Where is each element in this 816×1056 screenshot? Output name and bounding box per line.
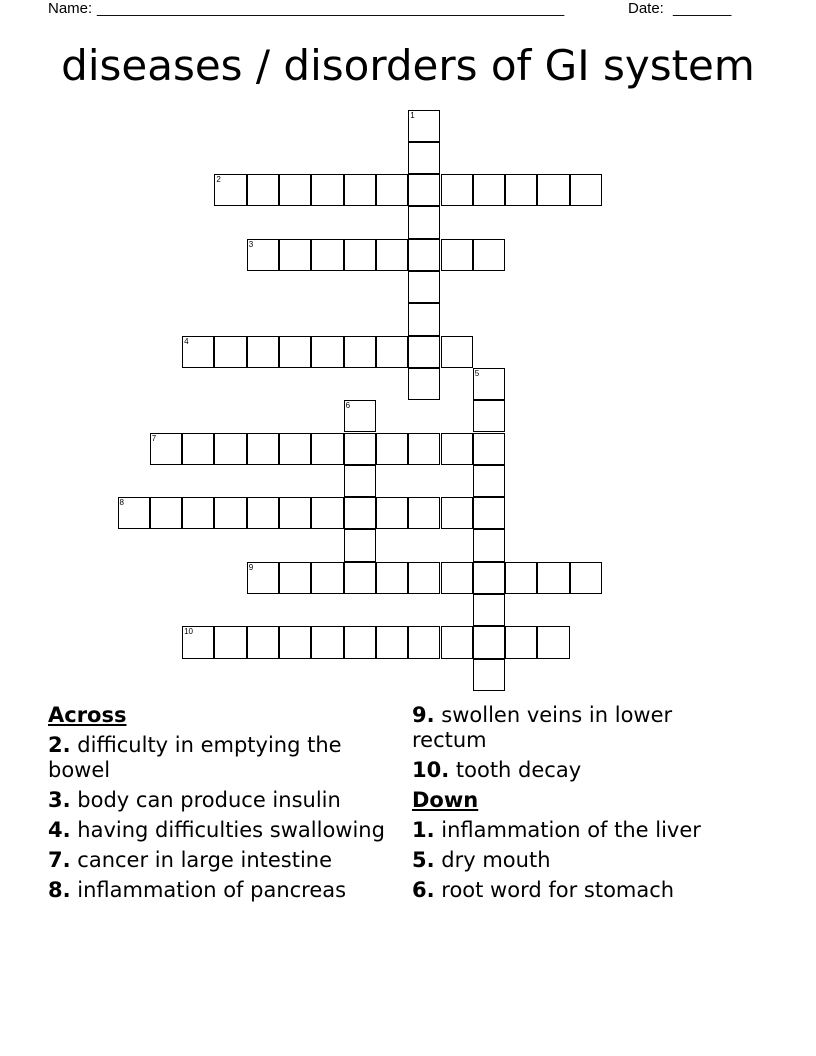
grid-cell[interactable]: [279, 174, 311, 206]
grid-cell[interactable]: [408, 497, 440, 529]
clue-number: 7.: [48, 848, 71, 872]
clue-text: body can produce insulin: [77, 788, 341, 812]
grid-cell[interactable]: [408, 626, 440, 658]
clue-text: having difficulties swallowing: [77, 818, 385, 842]
grid-cell[interactable]: [408, 206, 440, 238]
clue-number: 8.: [48, 878, 71, 902]
grid-cell[interactable]: [473, 497, 505, 529]
grid-cell[interactable]: [473, 659, 505, 691]
clue-number: 10.: [412, 758, 450, 782]
grid-cell[interactable]: [311, 562, 343, 594]
grid-cell[interactable]: [505, 174, 537, 206]
grid-cell[interactable]: [376, 626, 408, 658]
across-heading: Across: [48, 703, 127, 727]
grid-cell[interactable]: [311, 336, 343, 368]
grid-cell[interactable]: [473, 433, 505, 465]
clue-text: swollen veins in lower rectum: [412, 703, 673, 752]
cell-number: 2: [216, 175, 221, 185]
cell-number: 8: [119, 498, 124, 508]
grid-cell[interactable]: [182, 336, 214, 368]
grid-cell[interactable]: [376, 174, 408, 206]
grid-cell[interactable]: [214, 497, 246, 529]
grid-cell[interactable]: [279, 433, 311, 465]
clue-across-9: [412, 703, 752, 753]
clue-text: inflammation of pancreas: [77, 878, 347, 902]
clue-number: 6.: [412, 878, 435, 902]
cell-number: 5: [474, 368, 480, 378]
grid-cell[interactable]: [118, 497, 150, 529]
grid-cell[interactable]: [473, 562, 505, 594]
cell-number: 10: [184, 627, 193, 637]
grid-cell[interactable]: [279, 562, 311, 594]
grid-cell[interactable]: [473, 529, 505, 561]
grid-cell[interactable]: [344, 529, 376, 561]
grid-cell[interactable]: [214, 174, 246, 206]
grid-cell[interactable]: [182, 497, 214, 529]
grid-cell[interactable]: [473, 594, 505, 626]
grid-cell[interactable]: [408, 303, 440, 335]
grid-cell[interactable]: [344, 400, 376, 432]
page-title: diseases / disorders of GI system: [61, 41, 755, 90]
grid-cell[interactable]: [344, 433, 376, 465]
grid-cell[interactable]: [247, 497, 279, 529]
grid-cell[interactable]: [473, 239, 505, 271]
clue-text: cancer in large intestine: [77, 848, 333, 872]
grid-cell[interactable]: [376, 239, 408, 271]
clue-number: 2.: [48, 733, 71, 757]
cell-number: 4: [184, 336, 189, 346]
grid-cell[interactable]: [408, 271, 440, 303]
grid-cell[interactable]: [279, 336, 311, 368]
clue-text: dry mouth: [441, 848, 551, 872]
grid-cell[interactable]: [408, 433, 440, 465]
grid-cell[interactable]: [408, 336, 440, 368]
clue-text: difficulty in emptying the bowel: [48, 733, 342, 782]
grid-cell[interactable]: [570, 562, 602, 594]
grid-cell[interactable]: [441, 433, 473, 465]
grid-cell[interactable]: [473, 465, 505, 497]
grid-cell[interactable]: [441, 626, 473, 658]
grid-cell[interactable]: [408, 174, 440, 206]
grid-cell[interactable]: [279, 626, 311, 658]
cell-number: 3: [248, 239, 254, 249]
date-field[interactable]: _______: [673, 0, 732, 17]
grid-cell[interactable]: [311, 626, 343, 658]
clue-across-2: [48, 733, 388, 783]
grid-cell[interactable]: [570, 174, 602, 206]
grid-cell[interactable]: [505, 626, 537, 658]
grid-cell[interactable]: [376, 562, 408, 594]
clue-down-6: [412, 878, 752, 903]
grid-cell[interactable]: [214, 336, 246, 368]
grid-cell[interactable]: [408, 142, 440, 174]
grid-cell[interactable]: [150, 497, 182, 529]
clue-number: 3.: [48, 788, 71, 812]
clue-text: root word for stomach: [441, 878, 675, 902]
name-label: Name:: [48, 0, 93, 17]
clue-number: 9.: [412, 703, 435, 727]
grid-cell[interactable]: [441, 239, 473, 271]
clue-down-1: [412, 818, 752, 843]
cell-number: 6: [345, 401, 351, 411]
grid-cell[interactable]: [473, 626, 505, 658]
grid-cell[interactable]: [247, 336, 279, 368]
name-field[interactable]: ________________________________________________________: [97, 0, 565, 17]
cell-number: 1: [410, 110, 415, 120]
clues-right-column: [412, 703, 752, 908]
grid-cell[interactable]: [537, 562, 569, 594]
clue-down-5: [412, 848, 752, 873]
grid-cell[interactable]: [311, 433, 343, 465]
grid-cell[interactable]: [311, 497, 343, 529]
grid-cell[interactable]: [408, 562, 440, 594]
grid-cell[interactable]: [473, 368, 505, 400]
grid-cell[interactable]: [344, 562, 376, 594]
clue-number: 5.: [412, 848, 435, 872]
grid-cell[interactable]: [473, 400, 505, 432]
grid-cell[interactable]: [279, 239, 311, 271]
clue-text: tooth decay: [455, 758, 582, 782]
grid-cell[interactable]: [214, 626, 246, 658]
grid-cell[interactable]: [344, 497, 376, 529]
grid-cell[interactable]: [247, 626, 279, 658]
grid-cell[interactable]: [214, 433, 246, 465]
grid-cell[interactable]: [441, 336, 473, 368]
grid-cell[interactable]: [408, 239, 440, 271]
cell-number: 9: [248, 562, 254, 572]
grid-cell[interactable]: [473, 174, 505, 206]
clue-number: 4.: [48, 818, 71, 842]
grid-cell[interactable]: [537, 174, 569, 206]
clue-across-4: [48, 818, 388, 843]
clue-across-7: [48, 848, 388, 873]
grid-cell[interactable]: [247, 239, 279, 271]
clue-across-8: [48, 878, 388, 903]
down-heading: Down: [412, 788, 479, 812]
grid-cell[interactable]: [376, 433, 408, 465]
clue-text: inflammation of the liver: [441, 818, 701, 842]
grid-cell[interactable]: [505, 562, 537, 594]
grid-cell[interactable]: [344, 626, 376, 658]
grid-cell[interactable]: [311, 239, 343, 271]
clue-across-10: [412, 758, 752, 783]
grid-cell[interactable]: [279, 497, 311, 529]
grid-cell[interactable]: [247, 433, 279, 465]
grid-cell[interactable]: [344, 465, 376, 497]
clues-left-column: [48, 703, 388, 908]
grid-cell[interactable]: [376, 497, 408, 529]
grid-cell[interactable]: [441, 174, 473, 206]
grid-cell[interactable]: [408, 368, 440, 400]
grid-cell[interactable]: [247, 174, 279, 206]
grid-cell[interactable]: [441, 562, 473, 594]
grid-cell[interactable]: [441, 497, 473, 529]
grid-cell[interactable]: [344, 239, 376, 271]
grid-cell[interactable]: [182, 626, 214, 658]
clue-across-3: [48, 788, 388, 813]
grid-cell[interactable]: [376, 336, 408, 368]
grid-cell[interactable]: [311, 174, 343, 206]
grid-cell[interactable]: [408, 110, 440, 142]
grid-cell[interactable]: [344, 174, 376, 206]
grid-cell[interactable]: [344, 336, 376, 368]
grid-cell[interactable]: [537, 626, 569, 658]
clue-number: 1.: [412, 818, 435, 842]
grid-cell[interactable]: [247, 562, 279, 594]
grid-cell[interactable]: [150, 433, 182, 465]
cell-number: 7: [151, 433, 157, 443]
date-label: Date:: [628, 0, 664, 17]
grid-cell[interactable]: [182, 433, 214, 465]
